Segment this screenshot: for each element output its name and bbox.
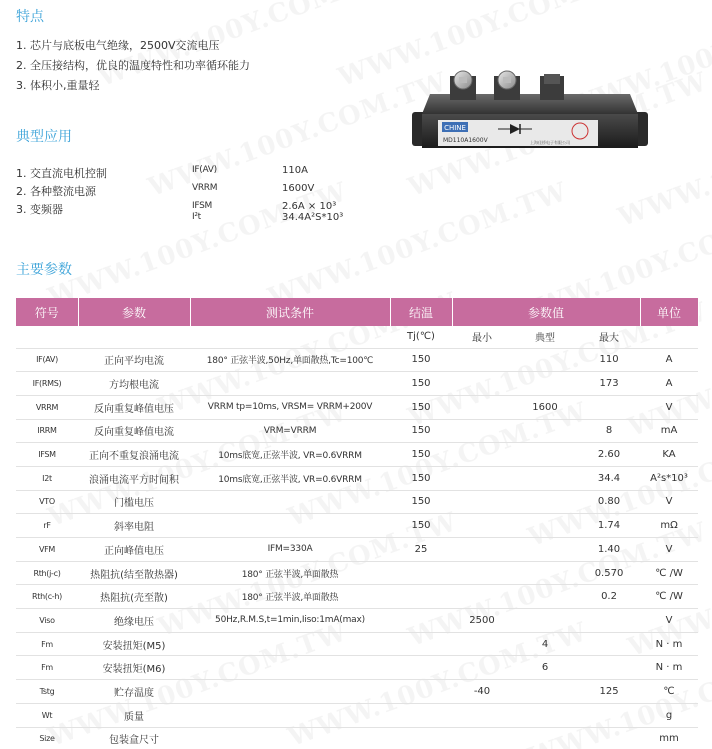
cell-min	[452, 632, 512, 656]
subheader-tj: Tj(℃)	[390, 326, 452, 348]
application-value: 1600V	[282, 183, 315, 194]
cell-typ	[512, 348, 578, 372]
cell-unit: N · m	[640, 632, 698, 656]
cell-symbol: rF	[16, 514, 78, 538]
cell-max: 0.2	[578, 585, 640, 609]
table-row	[16, 703, 698, 727]
cell-typ: 4	[512, 632, 578, 656]
header-parameter: 参数	[78, 298, 190, 326]
cell-condition: 180° 正弦半波,单面散热	[190, 561, 390, 585]
cell-min	[452, 419, 512, 443]
cell-unit: ℃	[640, 680, 698, 704]
cell-min	[452, 395, 512, 419]
cell-symbol: Wt	[16, 703, 78, 727]
table-row	[16, 514, 698, 538]
cell-min	[452, 514, 512, 538]
cell-typ	[512, 538, 578, 562]
cell-unit: mΩ	[640, 514, 698, 538]
cell-symbol: Size	[16, 727, 78, 749]
cell-max: 8	[578, 419, 640, 443]
table-row	[16, 609, 698, 633]
cell-typ	[512, 490, 578, 514]
application-name: 1. 交直流电机控制	[16, 167, 107, 180]
header-junction-temp: 结温	[390, 298, 452, 326]
product-brand: CHINE	[444, 124, 466, 132]
cell-condition: VRM=VRRM	[190, 419, 390, 443]
cell-unit: ℃ /W	[640, 561, 698, 585]
diode-module-illustration	[410, 60, 650, 160]
table-row	[16, 372, 698, 396]
cell-condition	[190, 372, 390, 396]
cell-condition: 10ms底宽,正弦半波, VR=0.6VRRM	[190, 443, 390, 467]
cell-typ	[512, 609, 578, 633]
cell-parameter: 方均根电流	[78, 372, 190, 396]
cell-unit: V	[640, 538, 698, 562]
cell-symbol: Rth(j-c)	[16, 561, 78, 585]
features-title: 特点	[16, 9, 44, 25]
cell-parameter: 正向峰值电压	[78, 538, 190, 562]
cell-symbol: VTO	[16, 490, 78, 514]
cell-condition	[190, 656, 390, 680]
cell-symbol: Rth(c-h)	[16, 585, 78, 609]
cell-junction-temp: 150	[390, 395, 452, 419]
cell-typ	[512, 703, 578, 727]
cell-symbol: VRRM	[16, 395, 78, 419]
cell-condition: VRRM tp=10ms, VRSM= VRRM+200V	[190, 395, 390, 419]
cell-typ	[512, 514, 578, 538]
header-values: 参数值	[452, 298, 640, 326]
cell-symbol: Tstg	[16, 680, 78, 704]
cell-condition	[190, 703, 390, 727]
cell-unit: V	[640, 490, 698, 514]
cell-max: 1.40	[578, 538, 640, 562]
cell-typ: 6	[512, 656, 578, 680]
table-row	[16, 443, 698, 467]
cell-symbol: IFSM	[16, 443, 78, 467]
cell-parameter: 包装盒尺寸	[78, 727, 190, 749]
cell-parameter: 贮存温度	[78, 680, 190, 704]
product-maker: 上海佳桥电子有限公司	[530, 140, 570, 145]
application-name: 3. 变频器	[16, 203, 63, 216]
cell-max	[578, 656, 640, 680]
cell-condition	[190, 680, 390, 704]
cell-min	[452, 656, 512, 680]
cell-parameter: 门槛电压	[78, 490, 190, 514]
feature-item: 1. 芯片与底板电气绝缘，2500V交流电压	[16, 39, 220, 52]
cell-junction-temp	[390, 561, 452, 585]
params-title: 主要参数	[16, 262, 72, 278]
table-row	[16, 680, 698, 704]
cell-symbol: IF(RMS)	[16, 372, 78, 396]
table-row	[16, 561, 698, 585]
application-value: 34.4A²S*10³	[282, 212, 344, 223]
feature-item: 3. 体积小,重量轻	[16, 79, 100, 92]
cell-min	[452, 561, 512, 585]
cell-symbol: Fm	[16, 632, 78, 656]
cell-min	[452, 585, 512, 609]
cell-junction-temp	[390, 727, 452, 749]
cell-max: 2.60	[578, 443, 640, 467]
cell-min	[452, 703, 512, 727]
cell-parameter: 热阻抗(壳至散)	[78, 585, 190, 609]
cell-junction-temp	[390, 656, 452, 680]
cell-min	[452, 538, 512, 562]
cell-typ	[512, 585, 578, 609]
parameters-table	[16, 298, 699, 749]
table-subheader-row	[16, 326, 698, 348]
header-symbol: 符号	[16, 298, 78, 326]
cell-condition	[190, 632, 390, 656]
cell-junction-temp: 150	[390, 348, 452, 372]
cell-parameter: 斜率电阻	[78, 514, 190, 538]
cell-parameter: 安装扭矩(M5)	[78, 632, 190, 656]
cell-unit: A	[640, 372, 698, 396]
cell-min: -40	[452, 680, 512, 704]
cell-symbol: IRRM	[16, 419, 78, 443]
cell-condition	[190, 490, 390, 514]
cell-condition: IFM=330A	[190, 538, 390, 562]
cell-typ: 1600	[512, 395, 578, 419]
cell-max: 1.74	[578, 514, 640, 538]
table-row	[16, 538, 698, 562]
feature-item: 2. 全压接结构，优良的温度特性和功率循环能力	[16, 59, 250, 72]
cell-junction-temp	[390, 585, 452, 609]
cell-typ	[512, 561, 578, 585]
application-row	[16, 212, 396, 232]
cell-max: 125	[578, 680, 640, 704]
table-row	[16, 585, 698, 609]
header-test-condition: 测试条件	[190, 298, 390, 326]
application-row	[16, 183, 396, 203]
cell-junction-temp: 150	[390, 514, 452, 538]
subheader-max: 最大	[578, 326, 640, 348]
header-unit: 单位	[640, 298, 698, 326]
cell-junction-temp	[390, 632, 452, 656]
application-symbol: I²t	[192, 212, 201, 222]
cell-parameter: 反向重复峰值电压	[78, 395, 190, 419]
cell-unit: V	[640, 395, 698, 419]
cell-symbol: Viso	[16, 609, 78, 633]
cell-parameter: 安装扭矩(M6)	[78, 656, 190, 680]
cell-typ	[512, 372, 578, 396]
cell-max	[578, 632, 640, 656]
cell-parameter: 热阻抗(结至散热器)	[78, 561, 190, 585]
cell-unit: A²s*10³	[640, 466, 698, 490]
cell-typ	[512, 466, 578, 490]
cell-condition: 50Hz,R.M.S,t=1min,Iiso:1mA(max)	[190, 609, 390, 633]
cell-symbol: Fm	[16, 656, 78, 680]
cell-min	[452, 348, 512, 372]
cell-unit: mm	[640, 727, 698, 749]
cell-min	[452, 490, 512, 514]
cell-condition	[190, 514, 390, 538]
cell-junction-temp: 150	[390, 372, 452, 396]
cell-unit: ℃ /W	[640, 585, 698, 609]
cell-max	[578, 703, 640, 727]
subheader-min: 最小	[452, 326, 512, 348]
table-row	[16, 632, 698, 656]
cell-unit: KA	[640, 443, 698, 467]
cell-max: 110	[578, 348, 640, 372]
product-image	[410, 60, 650, 160]
subheader-typ: 典型	[512, 326, 578, 348]
application-symbol: VRRM	[192, 183, 218, 193]
application-symbol: IFSM	[192, 201, 212, 211]
cell-unit: A	[640, 348, 698, 372]
cell-parameter: 质量	[78, 703, 190, 727]
cell-min: 2500	[452, 609, 512, 633]
cell-max	[578, 609, 640, 633]
cell-junction-temp: 150	[390, 490, 452, 514]
cell-min	[452, 372, 512, 396]
table-row	[16, 466, 698, 490]
cell-junction-temp: 150	[390, 466, 452, 490]
table-row	[16, 727, 698, 749]
application-name: 2. 各种整流电源	[16, 185, 96, 198]
cell-unit: N · m	[640, 656, 698, 680]
cell-typ	[512, 727, 578, 749]
cell-symbol: VFM	[16, 538, 78, 562]
cell-unit: V	[640, 609, 698, 633]
table-header-row	[16, 298, 698, 326]
cell-max: 0.80	[578, 490, 640, 514]
cell-condition: 180° 正弦半波,单面散热	[190, 585, 390, 609]
cell-symbol: I2t	[16, 466, 78, 490]
cell-min	[452, 443, 512, 467]
cell-min	[452, 727, 512, 749]
table-row	[16, 656, 698, 680]
application-row	[16, 165, 396, 185]
table-row	[16, 490, 698, 514]
cell-junction-temp: 25	[390, 538, 452, 562]
cell-typ	[512, 419, 578, 443]
cell-junction-temp	[390, 703, 452, 727]
cell-parameter: 绝缘电压	[78, 609, 190, 633]
cell-typ	[512, 680, 578, 704]
cell-condition: 10ms底宽,正弦半波, VR=0.6VRRM	[190, 466, 390, 490]
cell-condition	[190, 727, 390, 749]
application-symbol: IF(AV)	[192, 165, 217, 175]
table-row	[16, 419, 698, 443]
cell-junction-temp	[390, 680, 452, 704]
cell-parameter: 浪涌电流平方时间积	[78, 466, 190, 490]
cell-symbol: IF(AV)	[16, 348, 78, 372]
cell-junction-temp: 150	[390, 419, 452, 443]
cell-max: 0.570	[578, 561, 640, 585]
cell-max	[578, 395, 640, 419]
applications-title: 典型应用	[16, 129, 72, 145]
cell-min	[452, 466, 512, 490]
cell-unit: g	[640, 703, 698, 727]
cell-typ	[512, 443, 578, 467]
cell-max	[578, 727, 640, 749]
cell-junction-temp: 150	[390, 443, 452, 467]
table-row	[16, 348, 698, 372]
application-value: 2.6A × 10³	[282, 201, 337, 212]
application-value: 110A	[282, 165, 308, 176]
cell-max: 34.4	[578, 466, 640, 490]
cell-parameter: 正向不重复浪涌电流	[78, 443, 190, 467]
product-model: MD110A1600V	[443, 137, 488, 144]
cell-junction-temp	[390, 609, 452, 633]
cell-condition: 180° 正弦半波,50Hz,单面散热,Tc=100℃	[190, 348, 390, 372]
cell-unit: mA	[640, 419, 698, 443]
table-row	[16, 395, 698, 419]
cell-max: 173	[578, 372, 640, 396]
cell-parameter: 正向平均电流	[78, 348, 190, 372]
cell-parameter: 反向重复峰值电流	[78, 419, 190, 443]
